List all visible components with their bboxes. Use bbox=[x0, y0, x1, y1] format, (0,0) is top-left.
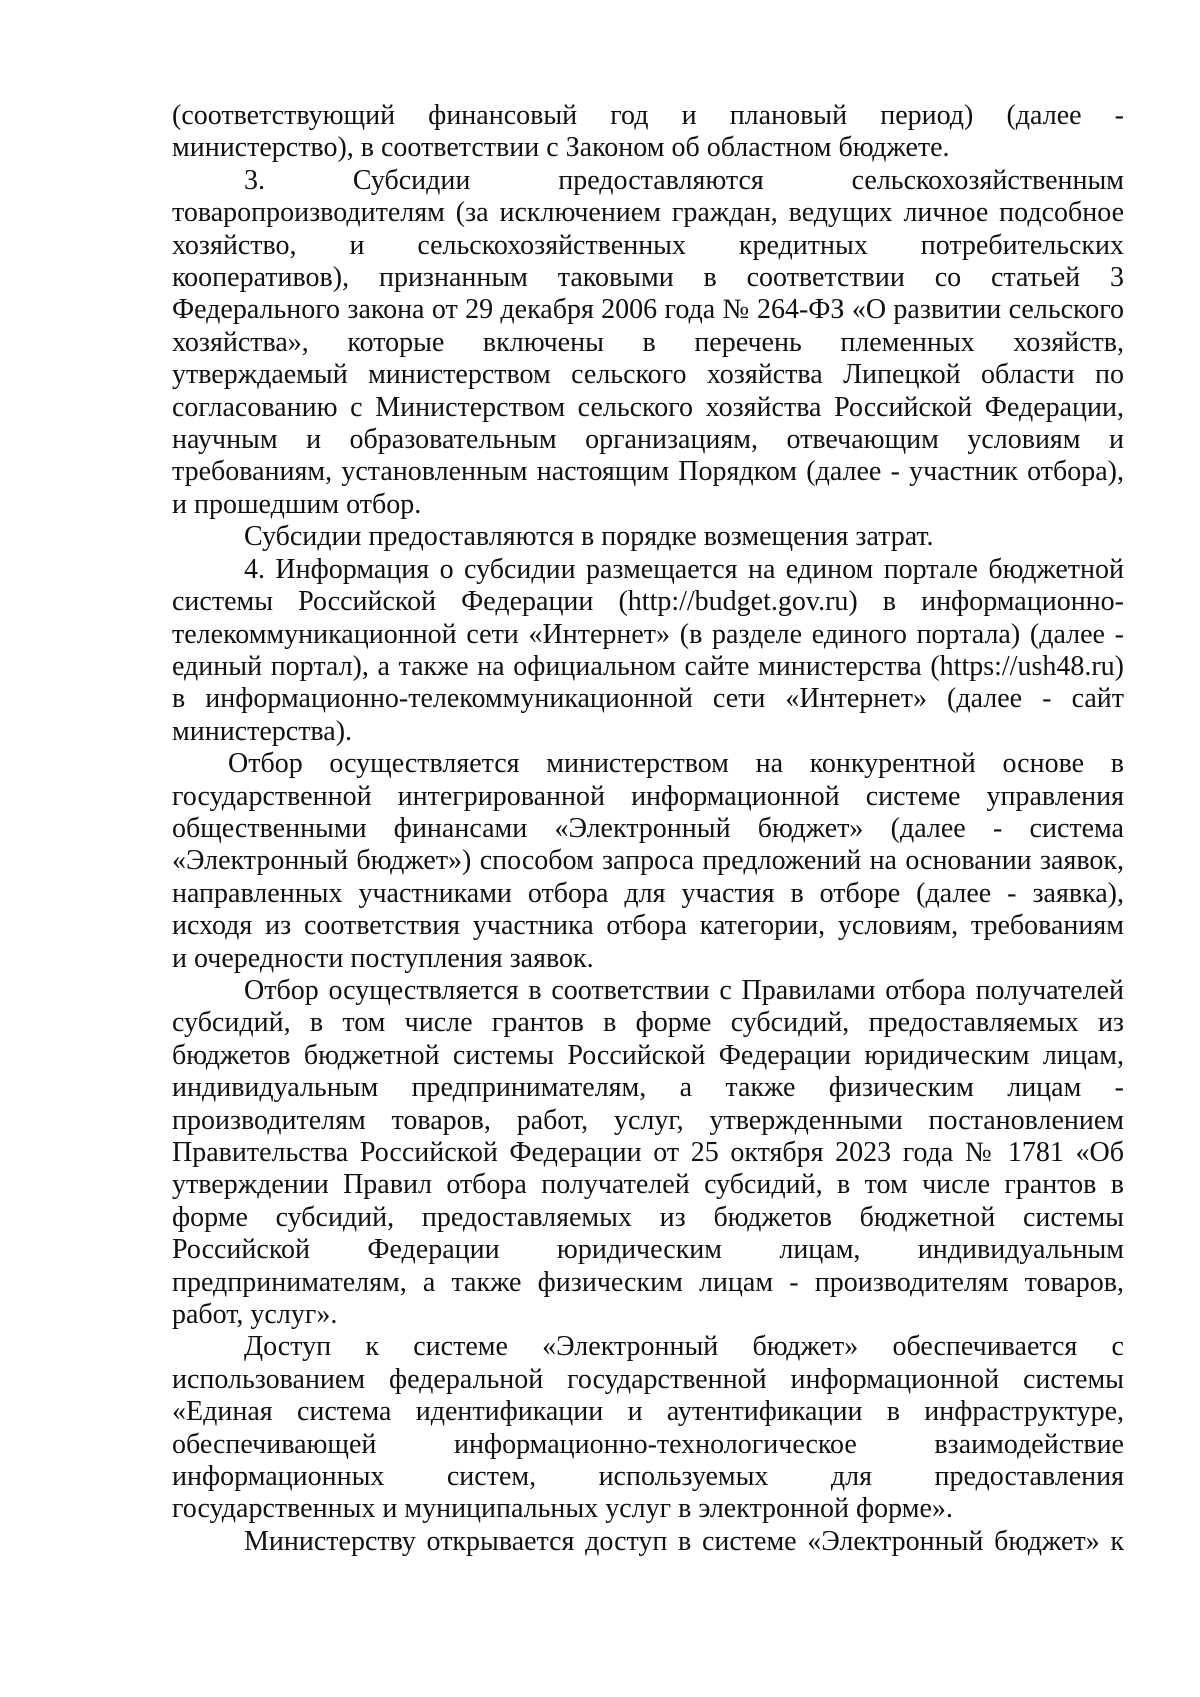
text-line: Субсидии предоставляются в порядке возмещения затрат. bbox=[244, 521, 934, 553]
text-line: требованиям, установленным настоящим Порядком (далее - участник отбора), bbox=[172, 456, 1124, 488]
text-line: бюджетов бюджетной системы Российской Федерации юридическим лицам, bbox=[172, 1039, 1124, 1071]
text-line: в информационно-телекоммуникационной сети «Интернет» (далее - сайт bbox=[172, 683, 1124, 715]
text-line: Российской Федерации юридическим лицам, индивидуальным bbox=[172, 1234, 1124, 1266]
text-line: единый портал), а также на официальном сайте министерства (https://ush48.ru) bbox=[172, 650, 1124, 682]
text-line: субсидий, в том числе грантов в форме субсидий, предоставляемых из bbox=[172, 1007, 1124, 1039]
text-line: исходя из соответствия участника отбора категории, условиям, требованиям bbox=[172, 910, 1124, 942]
text-line: утверждении Правил отбора получателей субсидий, в том числе грантов в bbox=[172, 1169, 1124, 1201]
text-line: Министерству открывается доступ в системе «Электронный бюджет» к bbox=[244, 1525, 1124, 1557]
text-line: «Электронный бюджет») способом запроса предложений на основании заявок, bbox=[172, 845, 1124, 877]
text-line: кооперативов), признанным таковыми в соответствии со статьей 3 bbox=[172, 262, 1124, 294]
text-line: использованием федеральной государственной информационной системы bbox=[172, 1363, 1124, 1395]
text-line: Отбор осуществляется министерством на конкурентной основе в bbox=[228, 748, 1124, 780]
text-line: (соответствующий финансовый год и плановый период) (далее - bbox=[172, 100, 1124, 131]
text-line: форме субсидий, предоставляемых из бюджетов бюджетной системы bbox=[172, 1201, 1124, 1233]
paragraph-selection-rules bbox=[172, 975, 1124, 1331]
text-line: системы Российской Федерации (http://budget.gov.ru) в информационно- bbox=[172, 586, 1124, 618]
text-line: индивидуальным предпринимателям, а также физическим лицам - bbox=[172, 1072, 1124, 1104]
text-line: Отбор осуществляется в соответствии с Правилами отбора получателей bbox=[244, 974, 1124, 1006]
text-line: Федерального закона от 29 декабря 2006 года № 264-ФЗ «О развитии сельского bbox=[172, 294, 1124, 326]
paragraph-item-3 bbox=[172, 165, 1124, 521]
paragraph-ministry-definition bbox=[172, 100, 1124, 165]
text-line: государственных и муниципальных услуг в электронной форме». bbox=[172, 1493, 953, 1525]
text-line: научным и образовательным организациям, отвечающим условиям и bbox=[172, 424, 1124, 456]
text-line: хозяйство, и сельскохозяйственных кредитных потребительских bbox=[172, 229, 1124, 261]
paragraph-reimbursement bbox=[172, 521, 1124, 553]
paragraph-ministry-access bbox=[172, 1526, 1124, 1558]
text-line: предпринимателям, а также физическим лицам - производителям товаров, bbox=[172, 1266, 1124, 1298]
text-line: министерство), в соответствии с Законом об областном бюджете. bbox=[172, 132, 950, 164]
text-line: 3. Субсидии предоставляются сельскохозяйственным bbox=[244, 164, 1124, 196]
text-line: товаропроизводителям (за исключением граждан, ведущих личное подсобное bbox=[172, 197, 1124, 229]
text-line: и прошедшим отбор. bbox=[172, 488, 422, 520]
text-line: и очередности поступления заявок. bbox=[172, 942, 594, 974]
text-line: информационных систем, используемых для предоставления bbox=[172, 1461, 1124, 1493]
text-line: утверждаемый министерством сельского хозяйства Липецкой области по bbox=[172, 359, 1124, 391]
text-line: обеспечивающей информационно-технологическое взаимодействие bbox=[172, 1428, 1124, 1460]
text-line: 4. Информация о субсидии размещается на едином портале бюджетной bbox=[244, 553, 1124, 585]
document-page bbox=[172, 100, 1124, 1558]
text-line: телекоммуникационной сети «Интернет» (в разделе единого портала) (далее - bbox=[172, 618, 1124, 650]
text-line: работ, услуг». bbox=[172, 1299, 338, 1331]
paragraph-item-4 bbox=[172, 554, 1124, 748]
text-line: государственной интегрированной информационной системе управления bbox=[172, 780, 1124, 812]
text-line: «Единая система идентификации и аутентификации в инфраструктуре, bbox=[172, 1396, 1124, 1428]
text-line: согласованию с Министерством сельского хозяйства Российской Федерации, bbox=[172, 391, 1124, 423]
text-line: общественными финансами «Электронный бюджет» (далее - система bbox=[172, 812, 1124, 844]
paragraph-system-access bbox=[172, 1331, 1124, 1525]
text-line: Доступ к системе «Электронный бюджет» обеспечивается с bbox=[244, 1331, 1124, 1363]
text-line: направленных участниками отбора для участия в отборе (далее - заявка), bbox=[172, 877, 1124, 909]
text-line: Правительства Российской Федерации от 25 октября 2023 года № 1781 «Об bbox=[172, 1137, 1124, 1168]
text-line: хозяйства», которые включены в перечень племенных хозяйств, bbox=[172, 326, 1124, 358]
paragraph-selection-procedure bbox=[172, 748, 1124, 975]
text-line: министерства). bbox=[172, 715, 353, 747]
text-line: производителям товаров, работ, услуг, утвержденными постановлением bbox=[172, 1104, 1124, 1136]
